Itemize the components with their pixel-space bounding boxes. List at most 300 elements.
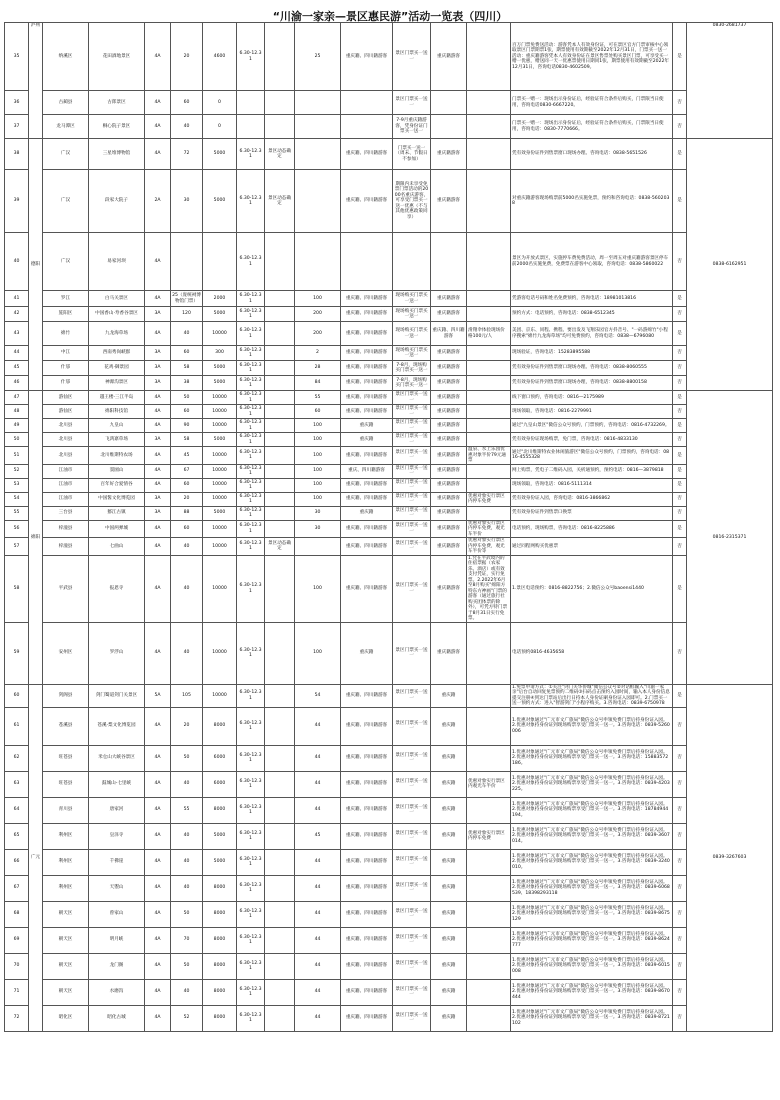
flag-cell: 否: [673, 953, 687, 979]
date-range-cell: 6.30-12.31: [237, 391, 265, 405]
policy-cell: 景区门票买一送一: [393, 823, 431, 849]
row-number: 51: [5, 447, 29, 465]
ticket-price-cell: 88: [171, 506, 203, 520]
level-cell: 4A: [145, 23, 171, 91]
description-cell: 门票买一赠一：现场出示身份证后，经验证符合条件后购买，门票限当日使用，咨询电话0830-6667220。: [511, 91, 673, 115]
scope-cell: 重庆籍、四川籍游客: [341, 23, 393, 91]
quota-cell: 景区动态确定: [265, 170, 295, 233]
capacity-cell: 0: [203, 115, 237, 139]
target-cell: 重庆籍、四川籍游客: [431, 322, 467, 346]
level-cell: 3A: [145, 433, 171, 447]
description-cell: 1.景区电话预约：0816-8822756；2.微信公众号baoensi1440: [511, 555, 673, 622]
scope-cell: 重庆籍、四川籍游客: [341, 139, 393, 170]
capacity-cell: 10000: [203, 391, 237, 405]
city-cell: 绵阳: [29, 391, 43, 685]
note-cell: [467, 849, 511, 875]
policy-cell: 景区门票买一送一: [393, 391, 431, 405]
note-cell: [467, 1005, 511, 1031]
scope-cell: 重庆籍、四川籍游客: [341, 771, 393, 797]
description-cell: 门票买一赠一：现场出示身份证后，经验证符合条件后购买，门票限当日使用，咨询电话：0830-7770666。: [511, 115, 673, 139]
row-number: 35: [5, 23, 29, 91]
scope-cell: [341, 115, 393, 139]
row-number: 41: [5, 291, 29, 307]
date-range-cell: 6.30-12.31: [237, 823, 265, 849]
policy-cell: 7-9月重庆籍游客，凭身份证门票买一送一: [393, 115, 431, 139]
scope-cell: 重庆籍、四川籍游客: [341, 307, 393, 322]
level-cell: 4A: [145, 927, 171, 953]
daily-number-cell: 44: [295, 875, 341, 901]
capacity-cell: 8000: [203, 901, 237, 927]
row-number: 61: [5, 707, 29, 745]
daily-number-cell: 60: [295, 405, 341, 419]
description-cell: 1.优惠对象通过"广元市文广旅局"微信公众号申领免费门票后持身份证入园。2.优惠对象持身份证到现场购票享受门票买一送一。3.咨询电话：0839-8670444: [511, 979, 673, 1005]
quota-cell: [265, 233, 295, 291]
note-cell: [467, 927, 511, 953]
description-cell: 1.免票申请方式：①关注"剑门关华侨城"微信公众号②对话框输入"川渝一家亲"后台自动回复免票预约二维码③扫码点击预约入园时间，输入本人身份信息提交注册④到达门票站后出行日持本人身份证刷身份证入园即可。2.门票买一送一预约方式：进入"智游剑门"小程序购买。3.咨询电话：0839-6750978: [511, 684, 673, 707]
capacity-cell: 8000: [203, 875, 237, 901]
date-range-cell: [237, 91, 265, 115]
row-number: 70: [5, 953, 29, 979]
capacity-cell: 8000: [203, 797, 237, 823]
description-cell: 网上购票，凭电子二维码入园，关析通预约，预约电话：0816—3879818: [511, 464, 673, 478]
scenic-name-cell: 报恩寺: [89, 555, 145, 622]
flag-cell: 是: [673, 419, 687, 433]
level-cell: 4A: [145, 555, 171, 622]
target-cell: 重庆籍游客: [431, 376, 467, 391]
level-cell: 4A: [145, 797, 171, 823]
scope-cell: 重庆籍、四川籍游客: [341, 492, 393, 506]
flag-cell: 否: [673, 361, 687, 376]
ticket-price-cell: 45: [171, 447, 203, 465]
county-cell: 利州区: [43, 823, 89, 849]
flag-cell: 否: [673, 346, 687, 361]
target-cell: 重庆籍游客: [431, 291, 467, 307]
row-number: 50: [5, 433, 29, 447]
flag-cell: 否: [673, 233, 687, 291]
capacity-cell: 10000: [203, 478, 237, 492]
county-cell: 安州区: [43, 622, 89, 684]
policy-cell: 景区门票买一送一: [393, 771, 431, 797]
daily-number-cell: 44: [295, 901, 341, 927]
flag-cell: 否: [673, 797, 687, 823]
flag-cell: 是: [673, 391, 687, 405]
row-number: 67: [5, 875, 29, 901]
ticket-price-cell: 40: [171, 979, 203, 1005]
target-cell: 重庆籍游客: [431, 506, 467, 520]
level-cell: 4A: [145, 823, 171, 849]
scenic-name-cell: 越王楼·三江半岛: [89, 391, 145, 405]
flag-cell: 是: [673, 447, 687, 465]
level-cell: 4A: [145, 391, 171, 405]
scenic-name-cell: 花鸡·御景园: [89, 361, 145, 376]
county-cell: 旺苍县: [43, 771, 89, 797]
policy-cell: 景区门票买一送一: [393, 622, 431, 684]
date-range-cell: 6.30-12.31: [237, 520, 265, 538]
table-row: [5, 447, 773, 465]
ticket-price-cell: 30: [171, 170, 203, 233]
quota-cell: [265, 23, 295, 91]
flag-cell: 是: [673, 520, 687, 538]
scenic-name-cell: 西南秀岗峡群: [89, 346, 145, 361]
description-cell: 1.优惠对象通过"广元市文广旅局"微信公众号申领免费门票后持身份证入园。2.优惠对象持身份证到现场购票享受门票买一送一。3.咨询电话：0839-3607014。: [511, 823, 673, 849]
capacity-cell: 4600: [203, 23, 237, 91]
flag-cell: 否: [673, 405, 687, 419]
description-cell: 通过"北川维斯特农业休闲旅游区"微信公众号预约，门票预约，咨询电话：0816-4555328: [511, 447, 673, 465]
note-cell: [467, 307, 511, 322]
capacity-cell: 8000: [203, 979, 237, 1005]
table-row: [5, 1005, 773, 1031]
flag-cell: 否: [673, 492, 687, 506]
quota-cell: [265, 464, 295, 478]
target-cell: 重庆籍游客: [431, 555, 467, 622]
capacity-cell: 2000: [203, 291, 237, 307]
daily-number-cell: 44: [295, 771, 341, 797]
capacity-cell: 8000: [203, 953, 237, 979]
target-cell: 重庆籍: [431, 823, 467, 849]
target-cell: 重庆籍游客: [431, 391, 467, 405]
table-row: [5, 464, 773, 478]
flag-cell: 是: [673, 555, 687, 622]
daily-number-cell: [295, 115, 341, 139]
county-cell: 剑阁县: [43, 684, 89, 707]
policy-cell: 景区门票买一送一: [393, 849, 431, 875]
target-cell: 重庆籍游客: [431, 170, 467, 233]
scenic-name-cell: 千佛崖: [89, 849, 145, 875]
note-cell: 温泉、水上乐园优惠对象半价79元通票: [467, 447, 511, 465]
capacity-cell: 10000: [203, 419, 237, 433]
scenic-name-cell: 花田酒地景区: [89, 23, 145, 91]
scope-cell: 重庆籍: [341, 433, 393, 447]
county-cell: 绵竹: [43, 322, 89, 346]
scope-cell: 重庆籍、四川籍游客: [341, 391, 393, 405]
table-row: [5, 901, 773, 927]
scope-cell: 重庆籍、四川籍游客: [341, 478, 393, 492]
row-number: 57: [5, 538, 29, 556]
table-row: [5, 771, 773, 797]
description-cell: 通过同程网购买优惠票: [511, 538, 673, 556]
note-cell: [467, 875, 511, 901]
capacity-cell: 10000: [203, 464, 237, 478]
date-range-cell: 6.30-12.31: [237, 346, 265, 361]
scenic-name-cell: 中国酱文化博览园: [89, 492, 145, 506]
capacity-cell: 10000: [203, 520, 237, 538]
daily-number-cell: 44: [295, 745, 341, 771]
date-range-cell: 6.30-12.31: [237, 1005, 265, 1031]
county-cell: 罗江: [43, 291, 89, 307]
ticket-price-cell: 60: [171, 478, 203, 492]
scope-cell: [341, 233, 393, 291]
description-cell: 现场领取，咨询电话：0816-2279991: [511, 405, 673, 419]
daily-number-cell: 100: [295, 419, 341, 433]
level-cell: 4A: [145, 405, 171, 419]
level-cell: 4A: [145, 139, 171, 170]
flag-cell: 否: [673, 622, 687, 684]
capacity-cell: 5000: [203, 823, 237, 849]
row-number: 52: [5, 464, 29, 478]
date-range-cell: 6.30-12.31: [237, 745, 265, 771]
daily-number-cell: [295, 170, 341, 233]
table-row: [5, 233, 773, 291]
row-number: 42: [5, 307, 29, 322]
policy-cell: 7-8月，现场购买门票买一送一: [393, 361, 431, 376]
table-row: [5, 139, 773, 170]
description-cell: 电话预约0816-4635658: [511, 622, 673, 684]
scope-cell: 重庆籍、四川籍游客: [341, 745, 393, 771]
daily-number-cell: 44: [295, 979, 341, 1005]
city-cell: 广元: [29, 684, 43, 1031]
policy-cell: 景区门票买一送一: [393, 745, 431, 771]
target-cell: 重庆籍游客: [431, 622, 467, 684]
level-cell: 2A: [145, 170, 171, 233]
flag-cell: 是: [673, 291, 687, 307]
table-row: [5, 170, 773, 233]
policy-cell: 景区门票买一送一: [393, 492, 431, 506]
description-cell: 1.优惠对象通过"广元市文广旅局"微信公众号申领免费门票后持身份证入园。2.优惠对象持身份证到现场购票享受门票买一送一。3.咨询电话：0839-8721102: [511, 1005, 673, 1031]
description-cell: 凭有效身份证件到售票窗口现场办理，咨询电话：0838-8800158: [511, 376, 673, 391]
description-cell: 美团、京东、同程、携程、要出发及飞翔乐园官方抖音号、"一码游绵竹"小程序搜索"绵竹九龙海草场"均可免费预约，咨询电话：0838—6796080: [511, 322, 673, 346]
scope-cell: 重庆籍、四川籍游客: [341, 707, 393, 745]
quota-cell: [265, 376, 295, 391]
level-cell: 4A: [145, 745, 171, 771]
note-cell: [467, 361, 511, 376]
table-row: [5, 684, 773, 707]
flag-cell: 是: [673, 684, 687, 707]
row-number: 48: [5, 405, 29, 419]
date-range-cell: 6.30-12.31: [237, 23, 265, 91]
city-phone-cell: 0816-2315371: [687, 391, 773, 685]
quota-cell: [265, 927, 295, 953]
quota-cell: [265, 419, 295, 433]
target-cell: 重庆籍: [431, 901, 467, 927]
scope-cell: 重庆籍、四川籍游客: [341, 797, 393, 823]
county-cell: 江油市: [43, 464, 89, 478]
row-number: 62: [5, 745, 29, 771]
table-row: [5, 346, 773, 361]
date-range-cell: 6.30-12.31: [237, 771, 265, 797]
scope-cell: 重庆籍、四川籍游客: [341, 1005, 393, 1031]
ticket-price-cell: 40: [171, 538, 203, 556]
scope-cell: 重庆籍、四川籍游客: [341, 849, 393, 875]
scope-cell: 重庆籍、四川籍游客: [341, 322, 393, 346]
city-cell: 泸州: [29, 23, 43, 139]
date-range-cell: 6.30-12.31: [237, 419, 265, 433]
quota-cell: [265, 506, 295, 520]
target-cell: [431, 91, 467, 115]
table-row: [5, 115, 773, 139]
table-row: [5, 823, 773, 849]
ticket-price-cell: 25（庞统祠博物馆门票）: [171, 291, 203, 307]
ticket-price-cell: [171, 233, 203, 291]
daily-number-cell: 100: [295, 447, 341, 465]
level-cell: 4A: [145, 901, 171, 927]
target-cell: 重庆籍: [431, 707, 467, 745]
capacity-cell: 5000: [203, 849, 237, 875]
row-number: 71: [5, 979, 29, 1005]
note-cell: [467, 464, 511, 478]
table-row: [5, 538, 773, 556]
scope-cell: 重庆籍、四川籍游客: [341, 538, 393, 556]
quota-cell: [265, 405, 295, 419]
row-number: 40: [5, 233, 29, 291]
scope-cell: 重庆籍、四川籍游客: [341, 901, 393, 927]
table-row: [5, 433, 773, 447]
target-cell: 重庆籍: [431, 745, 467, 771]
target-cell: 重庆籍: [431, 771, 467, 797]
scope-cell: 重庆籍、四川籍游客: [341, 823, 393, 849]
quota-cell: [265, 91, 295, 115]
table-row: [5, 707, 773, 745]
quota-cell: [265, 291, 295, 307]
policy-cell: 现场购买门票买一送一: [393, 291, 431, 307]
daily-number-cell: 54: [295, 684, 341, 707]
policy-cell: 景区门票买一送一: [393, 419, 431, 433]
scenic-name-cell: 百年好合爱情谷: [89, 478, 145, 492]
capacity-cell: 5000: [203, 433, 237, 447]
county-cell: 中江: [43, 346, 89, 361]
quota-cell: [265, 433, 295, 447]
flag-cell: 否: [673, 1005, 687, 1031]
flag-cell: 否: [673, 707, 687, 745]
ticket-price-cell: 40: [171, 771, 203, 797]
row-number: 49: [5, 419, 29, 433]
scenic-name-cell: 水磨沟: [89, 979, 145, 1005]
description-cell: 对重庆籍游客现场购票前5000名实施免票，预约和咨询电话：0838-5602038: [511, 170, 673, 233]
note-cell: [467, 376, 511, 391]
date-range-cell: 6.30-12.31: [237, 376, 265, 391]
level-cell: 4A: [145, 478, 171, 492]
capacity-cell: 8000: [203, 927, 237, 953]
date-range-cell: 6.30-12.31: [237, 849, 265, 875]
level-cell: 4A: [145, 91, 171, 115]
scenic-name-cell: 七曲山: [89, 538, 145, 556]
description-cell: 通过"九皇山景区"微信公众号预约，门票预约，咨询电话：0816-4732269。: [511, 419, 673, 433]
ticket-price-cell: 50: [171, 953, 203, 979]
daily-number-cell: 44: [295, 849, 341, 875]
scenic-name-cell: 北川维斯特农场: [89, 447, 145, 465]
quota-cell: 景区动态确定: [265, 538, 295, 556]
flag-cell: 是: [673, 23, 687, 91]
daily-number-cell: [295, 91, 341, 115]
scope-cell: 重庆籍、四川籍游客: [341, 520, 393, 538]
scenic-name-cell: 飞鸿寨草场: [89, 433, 145, 447]
note-cell: [467, 478, 511, 492]
ticket-price-cell: 70: [171, 927, 203, 953]
policy-cell: 现场购买门票买一送一: [393, 346, 431, 361]
target-cell: 重庆籍游客: [431, 478, 467, 492]
scenic-name-cell: 九皇山: [89, 419, 145, 433]
quota-cell: [265, 478, 295, 492]
target-cell: 重庆籍: [431, 979, 467, 1005]
scope-cell: 重庆籍、四川籍游客: [341, 170, 393, 233]
daily-number-cell: 25: [295, 23, 341, 91]
daily-number-cell: [295, 139, 341, 170]
row-number: 38: [5, 139, 29, 170]
note-cell: [467, 405, 511, 419]
level-cell: 3A: [145, 492, 171, 506]
date-range-cell: 6.30-12.31: [237, 979, 265, 1005]
target-cell: 重庆籍: [431, 1005, 467, 1031]
table-row: [5, 322, 773, 346]
scope-cell: 重庆籍、四川籍游客: [341, 291, 393, 307]
county-cell: 什邡: [43, 361, 89, 376]
policy-cell: 期限内未享受免票门票活动的2000名重庆游客，可享受门票买一送一优惠（不与其他优惠政策同享）: [393, 170, 431, 233]
note-cell: [467, 797, 511, 823]
scope-cell: 重庆籍: [341, 419, 393, 433]
daily-number-cell: 200: [295, 307, 341, 322]
scenic-name-cell: 苍溪·梨文化博览园: [89, 707, 145, 745]
date-range-cell: 6.30-12.31: [237, 707, 265, 745]
scope-cell: 重庆籍、四川籍游客: [341, 361, 393, 376]
ticket-price-cell: 120: [171, 307, 203, 322]
table-row: [5, 953, 773, 979]
scenic-name-cell: 皇泽寺: [89, 823, 145, 849]
note-cell: 优惠对象实行景区内停车免费: [467, 823, 511, 849]
description-cell: 1.优惠对象通过"广元市文广旅局"微信公众号申领免费门票后持身份证入园。2.优惠对象持身份证到现场购票享受门票买一送一。3.咨询电话：0839-5260006: [511, 707, 673, 745]
target-cell: [431, 233, 467, 291]
description-cell: 1.优惠对象通过"广元市文广旅局"微信公众号申领免费门票后持身份证入园。2.优惠对象持身份证到现场购票享受门票买一送一。3.咨询电话：0839-4203225。: [511, 771, 673, 797]
scope-cell: 重庆籍、四川籍游客: [341, 376, 393, 391]
scenic-name-cell: 曾家山: [89, 901, 145, 927]
description-cell: 1.优惠对象通过"广元市文广旅局"微信公众号申领免费门票后持身份证入园。2.优惠对象持身份证到现场购票享受门票买一送一。3.咨询电话：15883572186。: [511, 745, 673, 771]
capacity-cell: 300: [203, 346, 237, 361]
note-cell: [467, 979, 511, 1005]
scenic-name-cell: 窦圌山: [89, 464, 145, 478]
county-cell: 朝天区: [43, 953, 89, 979]
date-range-cell: 6.30-12.31: [237, 875, 265, 901]
ticket-price-cell: 50: [171, 745, 203, 771]
description-cell: 凭有效身份证件到售票口换票: [511, 506, 673, 520]
description-cell: 1.优惠对象通过"广元市文广旅局"微信公众号申领免费门票后持身份证入园。2.优惠对象持身份证到现场购票享受门票买一送一。3.咨询电话：0839-8624777: [511, 927, 673, 953]
description-cell: 现场验证，咨询电话：15283895588: [511, 346, 673, 361]
flag-cell: 是: [673, 478, 687, 492]
capacity-cell: 5000: [203, 506, 237, 520]
level-cell: 4A: [145, 849, 171, 875]
date-range-cell: 6.30-12.31: [237, 555, 265, 622]
level-cell: 4A: [145, 953, 171, 979]
description-cell: 百万门票免费送活动：游客凭本人有效身份证，可在景区官方门票审核中心领取景区门票期票1张，期票使用有效期截至2022年12月31日，门票买一送一活动：重庆籍游客凭本人有效身份证在景区售票处购买景区门票，可享受买一赠一优惠，赠送同一天一优惠票使用日期同1张，期票使用有效期截至2022年12月31日，咨询电话0830-4602509。: [511, 23, 673, 91]
ticket-price-cell: 55: [171, 797, 203, 823]
county-cell: 广汉: [43, 233, 89, 291]
flag-cell: 否: [673, 433, 687, 447]
policy-cell: 景区门票买一送一: [393, 555, 431, 622]
row-number: 65: [5, 823, 29, 849]
level-cell: 4A: [145, 771, 171, 797]
daily-number-cell: 2: [295, 346, 341, 361]
target-cell: 重庆籍游客: [431, 361, 467, 376]
county-cell: 利州区: [43, 849, 89, 875]
quota-cell: [265, 823, 295, 849]
level-cell: 4A: [145, 115, 171, 139]
capacity-cell: 10000: [203, 622, 237, 684]
target-cell: 重庆籍游客: [431, 492, 467, 506]
county-cell: 三台县: [43, 506, 89, 520]
flag-cell: 否: [673, 538, 687, 556]
ticket-price-cell: 52: [171, 1005, 203, 1031]
county-cell: 古蔺县: [43, 91, 89, 115]
policy-cell: 景区门票买一送一: [393, 91, 431, 115]
county-cell: 梓潼县: [43, 538, 89, 556]
row-number: 45: [5, 361, 29, 376]
note-cell: [467, 419, 511, 433]
flag-cell: 是: [673, 464, 687, 478]
ticket-price-cell: 60: [171, 405, 203, 419]
flag-cell: 否: [673, 823, 687, 849]
table-row: [5, 391, 773, 405]
table-row: [5, 291, 773, 307]
county-cell: 游仙区: [43, 405, 89, 419]
county-cell: 旌阳区: [43, 307, 89, 322]
row-number: 43: [5, 322, 29, 346]
